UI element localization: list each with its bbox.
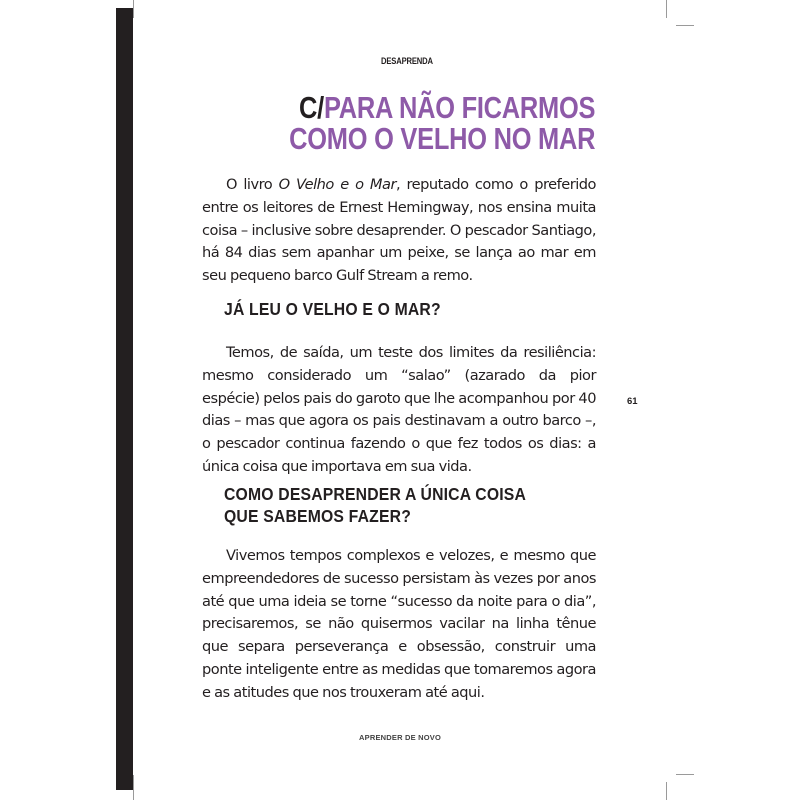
page-number: 61 — [627, 396, 638, 407]
intro-paragraph — [202, 174, 596, 288]
crop-mark-bottom-right-v — [666, 782, 667, 800]
chapter-title — [289, 92, 595, 154]
chapter-title-line-1-text: PARA NÃO FICARMOS — [323, 90, 595, 125]
running-head: DESAPRENDA — [381, 56, 433, 66]
intro-text-start: O livro — [226, 176, 279, 193]
section-heading-2-line-2: QUE SABEMOS FAZER? — [224, 506, 412, 526]
section-heading-2 — [224, 483, 526, 527]
section-2-paragraph: Vivemos tempos complexos e velozes, e mesmo que empreendedores de sucesso persistam às vezes por anos até que uma ideia se torne “sucesso da noite para o dia”, precisaremos, se não quisermos vacilar na linha tênue que separa perseverança e obsessão, construir uma ponte inteligente entre as medidas que tomaremos agora e as atitudes que nos trouxeram até aqui. — [202, 547, 596, 701]
book-spine-bar — [116, 8, 133, 790]
crop-mark-bottom-right-h — [676, 774, 694, 775]
crop-mark-top-right-h — [676, 25, 694, 26]
section-heading-2-line-1: COMO DESAPRENDER A ÚNICA COISA — [224, 484, 527, 504]
chapter-title-line-1 — [289, 92, 595, 123]
crop-mark-top-right-v — [666, 0, 667, 18]
book-title-italic: O Velho e o Mar — [278, 176, 396, 193]
chapter-title-line-2: COMO O VELHO NO MAR — [288, 121, 595, 156]
chapter-title-prefix: C/ — [298, 90, 324, 125]
crop-mark-top-left — [133, 0, 134, 18]
section-1-paragraph: Temos, de saída, um teste dos limites da resiliência: mesmo considerado um “salao” (azarado da pior espécie) pelos pais do garoto que lhe acompanhou por 40 dias – mas que agora os pais destinavam a outro barco –, o pescador continua fazendo o que fez todos os dias: a única coisa que importava em sua vida. — [202, 344, 596, 475]
crop-mark-bottom-left — [133, 775, 134, 800]
section-heading-1: JÁ LEU O VELHO E O MAR? — [224, 299, 441, 319]
intro-text-end: , reputado como o preferido entre os leitores de Ernest Hemingway, nos ensina muita coisa – inclusive sobre desaprender. O pescador Santiago, há 84 dias sem apanhar um peixe, se lança ao mar em seu pequeno barco Gulf Stream a remo. — [202, 176, 596, 285]
running-footer: APRENDER DE NOVO — [359, 733, 441, 742]
